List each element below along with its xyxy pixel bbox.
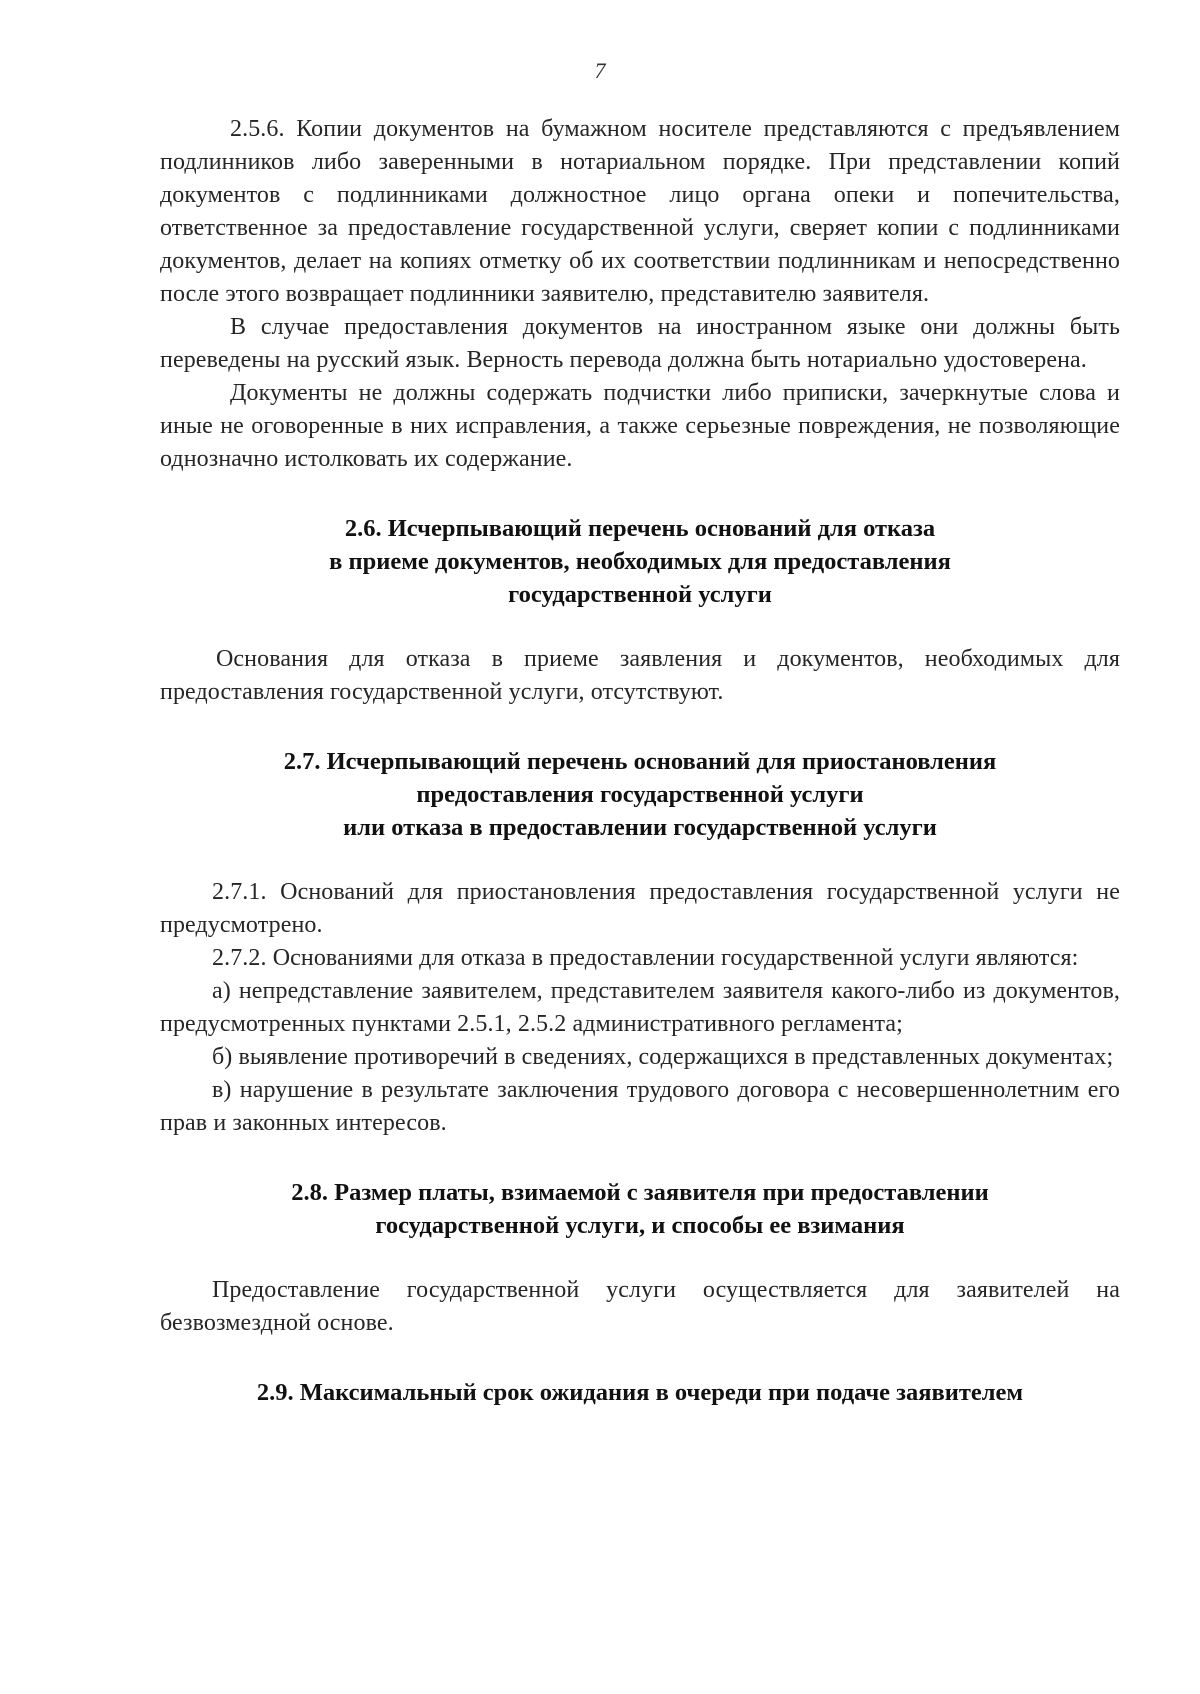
list-item-a: а) непредставление заявителем, представителем заявителя какого-либо из документов, предусмотренных пунктами 2.5.1, 2.5.2 административного регламента; — [160, 978, 1120, 1037]
heading-2-8-line-1: 2.8. Размер платы, взимаемой с заявителя при предоставлении — [291, 1179, 989, 1206]
list-item-c: в) нарушение в результате заключения трудового договора с несовершеннолетним его прав и законных интересов. — [160, 1077, 1120, 1136]
paragraph-2-7-1: 2.7.1. Оснований для приостановления предоставления государственной услуги не предусмотрено. — [160, 879, 1120, 938]
heading-2-7-line-2: предоставления государственной услуги — [416, 781, 864, 808]
heading-2-7 — [160, 745, 1120, 844]
paragraph-2-5-6: 2.5.6. Копии документов на бумажном носителе представляются с предъявлением подлинников либо заверенными в нотариальном порядке. При представлении копий документов с подлинниками должностное лицо органа опеки и попечительства, ответственное за предоставление государственной услуги, сверяет копии с подлинниками документов, делает на копиях отметку об их соответствии подлинникам и непосредственно после этого возвращает подлинники заявителю, представителю заявителя. — [160, 116, 1120, 307]
paragraph-foreign-language: В случае предоставления документов на иностранном языке они должны быть переведены на русский язык. Верность перевода должна быть нотариально удостоверена. — [160, 314, 1120, 373]
heading-2-9-line-1: 2.9. Максимальный срок ожидания в очереди при подаче заявителем — [256, 1379, 1024, 1406]
heading-2-9 — [160, 1376, 1120, 1409]
paragraph-2-8: Предоставление государственной услуги осуществляется для заявителей на безвозмездной основе. — [160, 1277, 1120, 1336]
heading-2-7-line-1: 2.7. Исчерпывающий перечень оснований для приостановления — [283, 748, 997, 775]
heading-2-6-line-1: 2.6. Исчерпывающий перечень оснований для отказа — [344, 515, 936, 542]
heading-2-6-line-2: в приеме документов, необходимых для предоставления — [329, 548, 951, 575]
heading-2-8 — [160, 1176, 1120, 1242]
heading-2-8-line-2: государственной услуги, и способы ее взимания — [375, 1212, 905, 1239]
heading-2-6-line-3: государственной услуги — [508, 581, 772, 608]
heading-2-6 — [160, 512, 1120, 611]
list-item-b: б) выявление противоречий в сведениях, содержащихся в представленных документах; — [212, 1044, 1114, 1070]
heading-2-7-line-3: или отказа в предоставлении государственной услуги — [343, 814, 937, 841]
page-number: 7 — [594, 58, 606, 83]
paragraph-document-requirements: Документы не должны содержать подчистки либо приписки, зачеркнутые слова и иные не оговоренные в них исправления, а также серьезные повреждения, не позволяющие однозначно истолковать их содержание. — [160, 380, 1120, 472]
paragraph-2-6: Основания для отказа в приеме заявления и документов, необходимых для предоставления государственной услуги, отсутствуют. — [160, 646, 1120, 705]
paragraph-2-7-2: 2.7.2. Основаниями для отказа в предоставлении государственной услуги являются: — [212, 945, 1079, 971]
document-body — [160, 113, 1120, 1409]
